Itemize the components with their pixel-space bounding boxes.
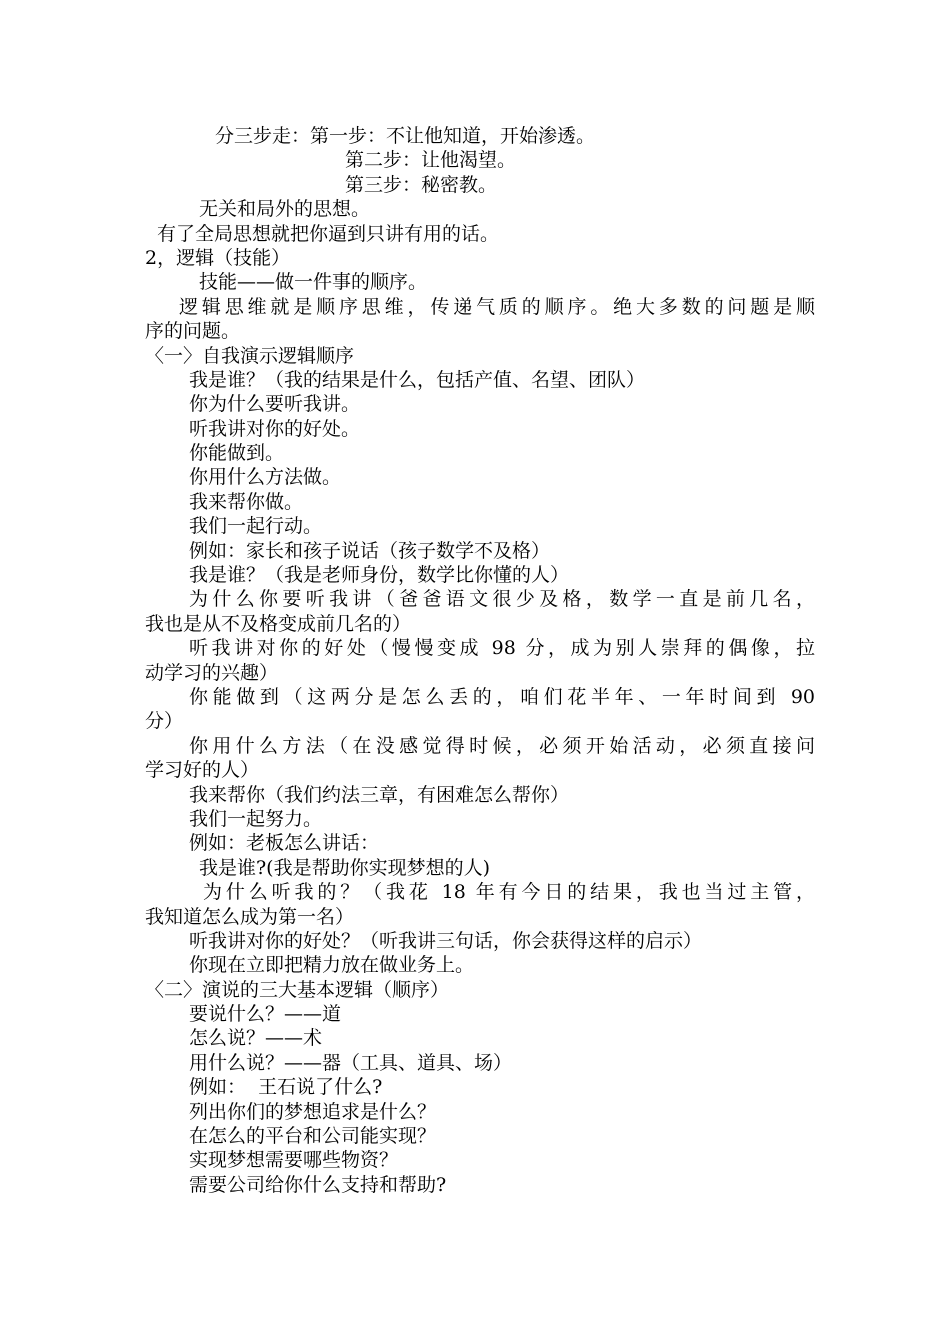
text-line: 我们一起行动。	[189, 515, 323, 538]
text-line: 你用什么方法做。	[189, 466, 342, 489]
text-line: 第二步：让他渴望。	[345, 149, 517, 172]
text-line: 第三步：秘密教。	[345, 173, 498, 196]
text-line: 你现在立即把精力放在做业务上。	[189, 954, 475, 977]
text-line: 我是谁?(我是帮助你实现梦想的人)	[199, 856, 491, 879]
text-line: 我们一起努力。	[189, 807, 323, 830]
paragraph-line: 学习好的人）	[145, 759, 260, 782]
text-line: 技能——做一件事的顺序。	[199, 271, 428, 294]
paragraph-line: 听我讲对你的好处（慢慢变成 98 分，成为别人崇拜的偶像，拉	[189, 637, 815, 660]
text-line: 例如： 王石说了什么?	[189, 1076, 383, 1099]
text-line: 例如：家长和孩子说话（孩子数学不及格）	[189, 539, 551, 562]
text-line: 我是谁？（我的结果是什么，包括产值、名望、团队）	[189, 368, 646, 391]
text-line: 我是谁？（我是老师身份，数学比你懂的人）	[189, 564, 570, 587]
paragraph-line: 我也是从不及格变成前几名的）	[145, 612, 412, 635]
text-line: 用什么说？——器（工具、道具、场）	[189, 1051, 513, 1074]
text-line: 实现梦想需要哪些物资？	[189, 1149, 399, 1172]
text-line: 我来帮你做。	[189, 490, 304, 513]
text-line: 有了全局思想就把你逼到只讲有用的话。	[157, 222, 500, 245]
text-line: 你为什么要听我讲。	[189, 393, 361, 416]
text-line: 听我讲对你的好处。	[189, 417, 361, 440]
paragraph-line: 你用什么方法（在没感觉得时候，必须开始活动，必须直接问	[189, 734, 815, 757]
text-line: 在怎么的平台和公司能实现？	[189, 1125, 437, 1148]
text-line: 列出你们的梦想追求是什么？	[189, 1100, 437, 1123]
paragraph-line: 为什么你要听我讲（爸爸语文很少及格，数学一直是前几名，	[189, 588, 815, 611]
text-line: 我来帮你（我们约法三章，有困难怎么帮你）	[189, 783, 570, 806]
text-line: 怎么说？——术	[189, 1027, 323, 1050]
subsection-heading: 〈二〉演说的三大基本逻辑（顺序）	[145, 978, 450, 1001]
section-heading: 2，逻辑（技能）	[145, 246, 291, 269]
text-line: 分三步走：第一步：不让他知道，开始渗透。	[215, 125, 596, 147]
text-line: 你能做到。	[189, 442, 285, 465]
paragraph-line: 你能做到（这两分是怎么丢的，咱们花半年、一年时间到 90	[189, 685, 815, 708]
paragraph-line: 我知道怎么成为第一名）	[145, 905, 355, 928]
text-line: 例如：老板怎么讲话：	[189, 832, 380, 855]
text-line: 需要公司给你什么支持和帮助?	[189, 1173, 447, 1196]
document-body	[145, 124, 815, 1197]
paragraph-line: 序的问题。	[145, 320, 241, 343]
paragraph-line: 动学习的兴趣）	[145, 661, 279, 684]
paragraph-line: 逻辑思维就是顺序思维，传递气质的顺序。绝大多数的问题是顺	[179, 295, 815, 318]
text-line: 要说什么？——道	[189, 1003, 342, 1026]
paragraph-line: 为什么听我的？（我花 18 年有今日的结果，我也当过主管，	[203, 881, 815, 904]
paragraph-line: 分）	[145, 710, 184, 733]
subsection-heading: 〈一〉自我演示逻辑顺序	[145, 344, 355, 367]
text-line: 听我讲对你的好处？（听我讲三句话，你会获得这样的启示）	[189, 929, 703, 952]
text-line: 无关和局外的思想。	[199, 198, 371, 221]
